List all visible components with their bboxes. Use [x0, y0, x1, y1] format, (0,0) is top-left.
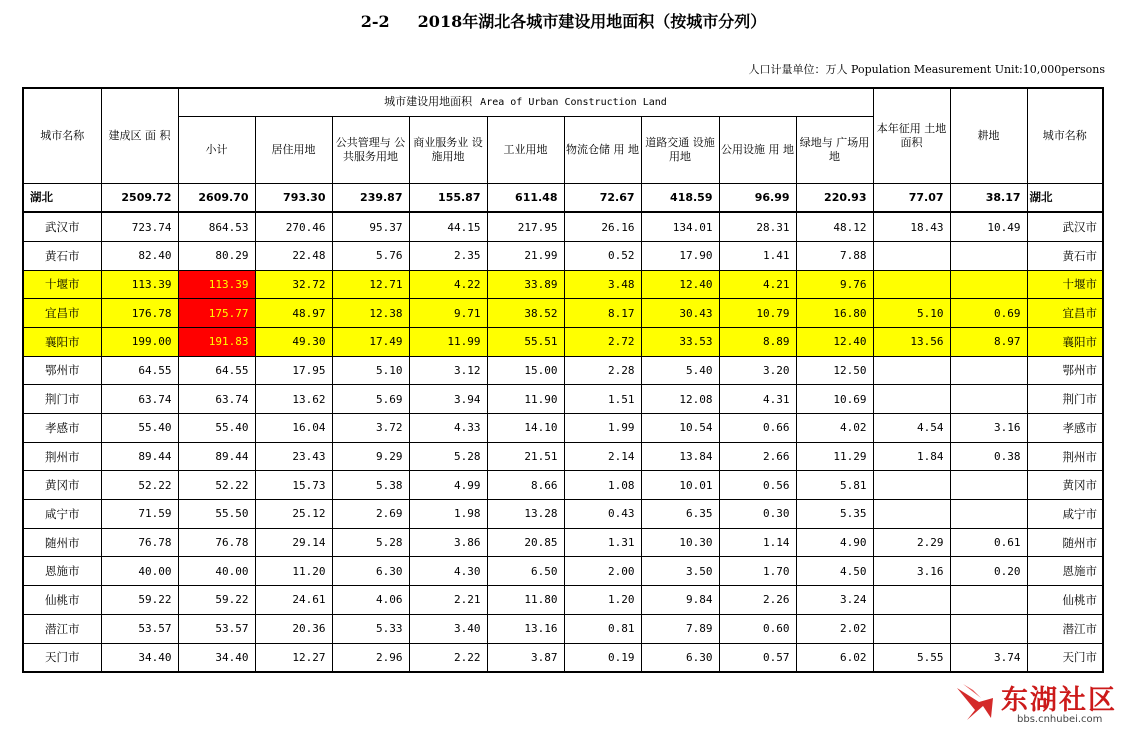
value-cell: 5.40 — [641, 356, 719, 385]
value-cell — [873, 471, 950, 500]
value-cell: 2.22 — [409, 643, 487, 672]
value-cell: 2.26 — [719, 586, 796, 615]
table-row — [23, 586, 1103, 615]
table-row — [23, 385, 1103, 414]
value-cell: 59.22 — [178, 586, 255, 615]
value-cell: 89.44 — [178, 442, 255, 471]
value-cell: 3.86 — [409, 528, 487, 557]
value-cell: 10.54 — [641, 414, 719, 443]
value-cell: 63.74 — [178, 385, 255, 414]
value-cell: 95.37 — [332, 212, 409, 241]
value-cell: 25.12 — [255, 500, 332, 529]
table-row — [23, 500, 1103, 529]
city-name-cell: 荆门市 — [23, 385, 101, 414]
city-name-right-cell: 潜江市 — [1027, 614, 1103, 643]
value-cell: 4.54 — [873, 414, 950, 443]
value-cell: 32.72 — [255, 270, 332, 299]
value-cell: 0.69 — [950, 299, 1027, 328]
value-cell: 96.99 — [719, 183, 796, 212]
header-group-cn: 城市建设用地面积 — [384, 94, 473, 108]
value-cell: 1.31 — [564, 528, 641, 557]
value-cell: 11.90 — [487, 385, 564, 414]
table-row — [23, 528, 1103, 557]
value-cell: 217.95 — [487, 212, 564, 241]
value-cell: 13.16 — [487, 614, 564, 643]
table-row — [23, 643, 1103, 672]
city-name-cell: 荆州市 — [23, 442, 101, 471]
city-name-cell: 潜江市 — [23, 614, 101, 643]
value-cell — [950, 586, 1027, 615]
value-cell: 2.35 — [409, 241, 487, 270]
value-cell: 5.76 — [332, 241, 409, 270]
value-cell: 2.21 — [409, 586, 487, 615]
value-cell: 4.99 — [409, 471, 487, 500]
value-cell: 53.57 — [101, 614, 178, 643]
value-cell: 13.28 — [487, 500, 564, 529]
value-cell — [873, 385, 950, 414]
value-cell: 8.17 — [564, 299, 641, 328]
header-utilities: 公用设施 用 地 — [719, 116, 796, 183]
watermark-url: bbs.cnhubei.com — [1017, 714, 1103, 725]
table-row — [23, 270, 1103, 299]
value-cell: 5.10 — [873, 299, 950, 328]
value-cell: 18.43 — [873, 212, 950, 241]
city-name-right-cell: 湖北 — [1027, 183, 1103, 212]
value-cell: 14.10 — [487, 414, 564, 443]
city-name-right-cell: 孝感市 — [1027, 414, 1103, 443]
table-row — [23, 241, 1103, 270]
value-cell: 22.48 — [255, 241, 332, 270]
value-cell: 175.77 — [178, 299, 255, 328]
header-subtotal: 小计 — [178, 116, 255, 183]
city-name-right-cell: 黄石市 — [1027, 241, 1103, 270]
city-name-cell: 武汉市 — [23, 212, 101, 241]
value-cell: 2.29 — [873, 528, 950, 557]
city-name-cell: 宜昌市 — [23, 299, 101, 328]
value-cell: 0.66 — [719, 414, 796, 443]
value-cell: 5.28 — [332, 528, 409, 557]
header-group-en: Area of Urban Construction Land — [480, 96, 667, 108]
value-cell: 3.87 — [487, 643, 564, 672]
value-cell: 4.22 — [409, 270, 487, 299]
value-cell: 52.22 — [178, 471, 255, 500]
value-cell — [950, 270, 1027, 299]
value-cell: 11.99 — [409, 327, 487, 356]
value-cell: 33.53 — [641, 327, 719, 356]
value-cell: 155.87 — [409, 183, 487, 212]
value-cell: 12.27 — [255, 643, 332, 672]
value-cell: 34.40 — [101, 643, 178, 672]
value-cell: 418.59 — [641, 183, 719, 212]
value-cell: 9.29 — [332, 442, 409, 471]
value-cell — [950, 385, 1027, 414]
value-cell: 3.24 — [796, 586, 873, 615]
value-cell: 3.50 — [641, 557, 719, 586]
value-cell — [950, 356, 1027, 385]
value-cell: 5.81 — [796, 471, 873, 500]
value-cell — [950, 241, 1027, 270]
value-cell: 0.52 — [564, 241, 641, 270]
value-cell: 11.80 — [487, 586, 564, 615]
value-cell: 21.51 — [487, 442, 564, 471]
city-name-right-cell: 武汉市 — [1027, 212, 1103, 241]
value-cell: 10.30 — [641, 528, 719, 557]
value-cell: 1.99 — [564, 414, 641, 443]
value-cell: 864.53 — [178, 212, 255, 241]
value-cell: 3.72 — [332, 414, 409, 443]
value-cell: 0.57 — [719, 643, 796, 672]
value-cell: 611.48 — [487, 183, 564, 212]
value-cell — [873, 500, 950, 529]
city-name-cell: 十堰市 — [23, 270, 101, 299]
value-cell: 113.39 — [101, 270, 178, 299]
value-cell: 0.20 — [950, 557, 1027, 586]
value-cell: 26.16 — [564, 212, 641, 241]
value-cell — [950, 614, 1027, 643]
value-cell: 723.74 — [101, 212, 178, 241]
value-cell — [873, 356, 950, 385]
value-cell: 176.78 — [101, 299, 178, 328]
value-cell: 5.33 — [332, 614, 409, 643]
table-row — [23, 614, 1103, 643]
value-cell: 64.55 — [101, 356, 178, 385]
title-text: 2018年湖北各城市建设用地面积（按城市分列） — [417, 12, 767, 31]
value-cell: 10.01 — [641, 471, 719, 500]
city-name-right-cell: 黄冈市 — [1027, 471, 1103, 500]
dragon-logo-icon — [953, 680, 999, 728]
value-cell: 0.38 — [950, 442, 1027, 471]
city-name-right-cell: 荆州市 — [1027, 442, 1103, 471]
value-cell: 0.19 — [564, 643, 641, 672]
table-row — [23, 471, 1103, 500]
value-cell: 10.79 — [719, 299, 796, 328]
value-cell: 40.00 — [101, 557, 178, 586]
value-cell: 55.40 — [178, 414, 255, 443]
header-roads: 道路交通 设施用地 — [641, 116, 719, 183]
value-cell: 34.40 — [178, 643, 255, 672]
watermark — [951, 676, 1121, 728]
watermark-text: 东湖社区 — [1001, 685, 1117, 716]
city-name-right-cell: 荆门市 — [1027, 385, 1103, 414]
value-cell: 2609.70 — [178, 183, 255, 212]
city-name-cell: 天门市 — [23, 643, 101, 672]
value-cell: 89.44 — [101, 442, 178, 471]
city-name-cell: 黄冈市 — [23, 471, 101, 500]
unit-note: 人口计量单位：万人 Population Measurement Unit:10,000persons — [748, 63, 1105, 76]
header-city-right: 城市名称 — [1027, 88, 1103, 183]
value-cell: 1.08 — [564, 471, 641, 500]
value-cell: 2.72 — [564, 327, 641, 356]
value-cell: 30.43 — [641, 299, 719, 328]
value-cell: 16.80 — [796, 299, 873, 328]
value-cell: 64.55 — [178, 356, 255, 385]
value-cell: 7.89 — [641, 614, 719, 643]
value-cell: 10.69 — [796, 385, 873, 414]
value-cell: 9.71 — [409, 299, 487, 328]
table-row — [23, 557, 1103, 586]
city-name-right-cell: 恩施市 — [1027, 557, 1103, 586]
value-cell: 38.52 — [487, 299, 564, 328]
value-cell: 0.30 — [719, 500, 796, 529]
city-name-cell: 仙桃市 — [23, 586, 101, 615]
value-cell: 1.98 — [409, 500, 487, 529]
value-cell: 1.41 — [719, 241, 796, 270]
value-cell: 2.96 — [332, 643, 409, 672]
value-cell: 2.02 — [796, 614, 873, 643]
value-cell: 59.22 — [101, 586, 178, 615]
table-body — [23, 183, 1103, 672]
province-total-row — [23, 183, 1103, 212]
value-cell: 12.71 — [332, 270, 409, 299]
value-cell: 1.84 — [873, 442, 950, 471]
header-industrial: 工业用地 — [487, 116, 564, 183]
value-cell: 12.40 — [796, 327, 873, 356]
value-cell: 5.69 — [332, 385, 409, 414]
city-name-right-cell: 鄂州市 — [1027, 356, 1103, 385]
value-cell: 6.50 — [487, 557, 564, 586]
city-name-cell: 随州市 — [23, 528, 101, 557]
city-name-cell: 咸宁市 — [23, 500, 101, 529]
value-cell: 3.40 — [409, 614, 487, 643]
city-name-right-cell: 随州市 — [1027, 528, 1103, 557]
header-logistics: 物流仓储 用 地 — [564, 116, 641, 183]
value-cell: 793.30 — [255, 183, 332, 212]
header-public-mgmt: 公共管理与 公共服务用地 — [332, 116, 409, 183]
value-cell: 82.40 — [101, 241, 178, 270]
value-cell: 55.50 — [178, 500, 255, 529]
value-cell: 11.20 — [255, 557, 332, 586]
city-name-right-cell: 仙桃市 — [1027, 586, 1103, 615]
table-row — [23, 327, 1103, 356]
value-cell: 3.20 — [719, 356, 796, 385]
value-cell: 239.87 — [332, 183, 409, 212]
city-name-right-cell: 十堰市 — [1027, 270, 1103, 299]
value-cell: 3.74 — [950, 643, 1027, 672]
value-cell — [873, 586, 950, 615]
value-cell: 2509.72 — [101, 183, 178, 212]
value-cell: 48.97 — [255, 299, 332, 328]
value-cell: 5.28 — [409, 442, 487, 471]
header-city: 城市名称 — [23, 88, 101, 183]
value-cell: 5.10 — [332, 356, 409, 385]
value-cell: 33.89 — [487, 270, 564, 299]
value-cell: 17.49 — [332, 327, 409, 356]
value-cell: 4.02 — [796, 414, 873, 443]
city-name-cell: 鄂州市 — [23, 356, 101, 385]
value-cell: 1.70 — [719, 557, 796, 586]
value-cell: 2.66 — [719, 442, 796, 471]
title-number: 2-2 — [360, 12, 390, 31]
value-cell: 40.00 — [178, 557, 255, 586]
value-cell: 13.56 — [873, 327, 950, 356]
value-cell: 13.62 — [255, 385, 332, 414]
value-cell: 199.00 — [101, 327, 178, 356]
page-title — [0, 9, 1127, 32]
header-built-area: 建成区 面 积 — [101, 88, 178, 183]
value-cell: 8.89 — [719, 327, 796, 356]
value-cell: 17.90 — [641, 241, 719, 270]
value-cell: 21.99 — [487, 241, 564, 270]
table-row — [23, 442, 1103, 471]
header-group — [178, 88, 873, 116]
value-cell: 20.85 — [487, 528, 564, 557]
value-cell: 5.38 — [332, 471, 409, 500]
value-cell: 6.35 — [641, 500, 719, 529]
value-cell: 4.31 — [719, 385, 796, 414]
value-cell: 3.16 — [873, 557, 950, 586]
table-row — [23, 212, 1103, 241]
value-cell: 15.00 — [487, 356, 564, 385]
value-cell: 8.66 — [487, 471, 564, 500]
value-cell: 6.02 — [796, 643, 873, 672]
value-cell: 49.30 — [255, 327, 332, 356]
value-cell: 11.29 — [796, 442, 873, 471]
value-cell: 28.31 — [719, 212, 796, 241]
value-cell: 270.46 — [255, 212, 332, 241]
value-cell: 220.93 — [796, 183, 873, 212]
header-requisition: 本年征用 土地面积 — [873, 88, 950, 183]
value-cell: 3.94 — [409, 385, 487, 414]
value-cell: 24.61 — [255, 586, 332, 615]
value-cell: 0.61 — [950, 528, 1027, 557]
value-cell: 55.51 — [487, 327, 564, 356]
value-cell: 0.43 — [564, 500, 641, 529]
table-row — [23, 299, 1103, 328]
value-cell: 53.57 — [178, 614, 255, 643]
value-cell: 15.73 — [255, 471, 332, 500]
city-name-right-cell: 宜昌市 — [1027, 299, 1103, 328]
value-cell: 2.28 — [564, 356, 641, 385]
value-cell: 72.67 — [564, 183, 641, 212]
land-area-table — [22, 87, 1104, 673]
value-cell: 4.90 — [796, 528, 873, 557]
value-cell: 77.07 — [873, 183, 950, 212]
value-cell: 12.38 — [332, 299, 409, 328]
value-cell: 9.76 — [796, 270, 873, 299]
city-name-right-cell: 襄阳市 — [1027, 327, 1103, 356]
value-cell — [873, 241, 950, 270]
value-cell: 76.78 — [101, 528, 178, 557]
value-cell: 2.14 — [564, 442, 641, 471]
value-cell: 55.40 — [101, 414, 178, 443]
value-cell: 10.49 — [950, 212, 1027, 241]
value-cell: 134.01 — [641, 212, 719, 241]
city-name-cell: 恩施市 — [23, 557, 101, 586]
value-cell — [873, 614, 950, 643]
value-cell: 5.35 — [796, 500, 873, 529]
value-cell: 191.83 — [178, 327, 255, 356]
table-row — [23, 356, 1103, 385]
value-cell: 3.16 — [950, 414, 1027, 443]
value-cell: 9.84 — [641, 586, 719, 615]
value-cell: 0.56 — [719, 471, 796, 500]
table-row — [23, 414, 1103, 443]
value-cell: 1.14 — [719, 528, 796, 557]
value-cell: 71.59 — [101, 500, 178, 529]
value-cell: 48.12 — [796, 212, 873, 241]
header-residential: 居住用地 — [255, 116, 332, 183]
value-cell: 16.04 — [255, 414, 332, 443]
value-cell: 0.81 — [564, 614, 641, 643]
value-cell: 3.12 — [409, 356, 487, 385]
city-name-right-cell: 咸宁市 — [1027, 500, 1103, 529]
city-name-cell: 孝感市 — [23, 414, 101, 443]
city-name-cell: 黄石市 — [23, 241, 101, 270]
value-cell: 4.33 — [409, 414, 487, 443]
value-cell: 4.30 — [409, 557, 487, 586]
value-cell: 5.55 — [873, 643, 950, 672]
value-cell: 12.08 — [641, 385, 719, 414]
value-cell: 44.15 — [409, 212, 487, 241]
value-cell: 23.43 — [255, 442, 332, 471]
city-name-cell: 湖北 — [23, 183, 101, 212]
value-cell: 7.88 — [796, 241, 873, 270]
value-cell — [950, 500, 1027, 529]
value-cell: 8.97 — [950, 327, 1027, 356]
value-cell: 13.84 — [641, 442, 719, 471]
value-cell: 52.22 — [101, 471, 178, 500]
value-cell: 0.60 — [719, 614, 796, 643]
value-cell: 29.14 — [255, 528, 332, 557]
value-cell: 4.50 — [796, 557, 873, 586]
value-cell — [950, 471, 1027, 500]
value-cell: 1.20 — [564, 586, 641, 615]
value-cell — [873, 270, 950, 299]
value-cell: 4.21 — [719, 270, 796, 299]
header-commercial: 商业服务业 设施用地 — [409, 116, 487, 183]
value-cell: 80.29 — [178, 241, 255, 270]
value-cell: 38.17 — [950, 183, 1027, 212]
city-name-right-cell: 天门市 — [1027, 643, 1103, 672]
header-green: 绿地与 广场用地 — [796, 116, 873, 183]
value-cell: 12.40 — [641, 270, 719, 299]
value-cell: 1.51 — [564, 385, 641, 414]
value-cell: 6.30 — [332, 557, 409, 586]
value-cell: 3.48 — [564, 270, 641, 299]
value-cell: 2.00 — [564, 557, 641, 586]
value-cell: 63.74 — [101, 385, 178, 414]
header-farmland: 耕地 — [950, 88, 1027, 183]
value-cell: 4.06 — [332, 586, 409, 615]
city-name-cell: 襄阳市 — [23, 327, 101, 356]
value-cell: 113.39 — [178, 270, 255, 299]
value-cell: 76.78 — [178, 528, 255, 557]
value-cell: 12.50 — [796, 356, 873, 385]
value-cell: 17.95 — [255, 356, 332, 385]
value-cell: 2.69 — [332, 500, 409, 529]
value-cell: 20.36 — [255, 614, 332, 643]
value-cell: 6.30 — [641, 643, 719, 672]
